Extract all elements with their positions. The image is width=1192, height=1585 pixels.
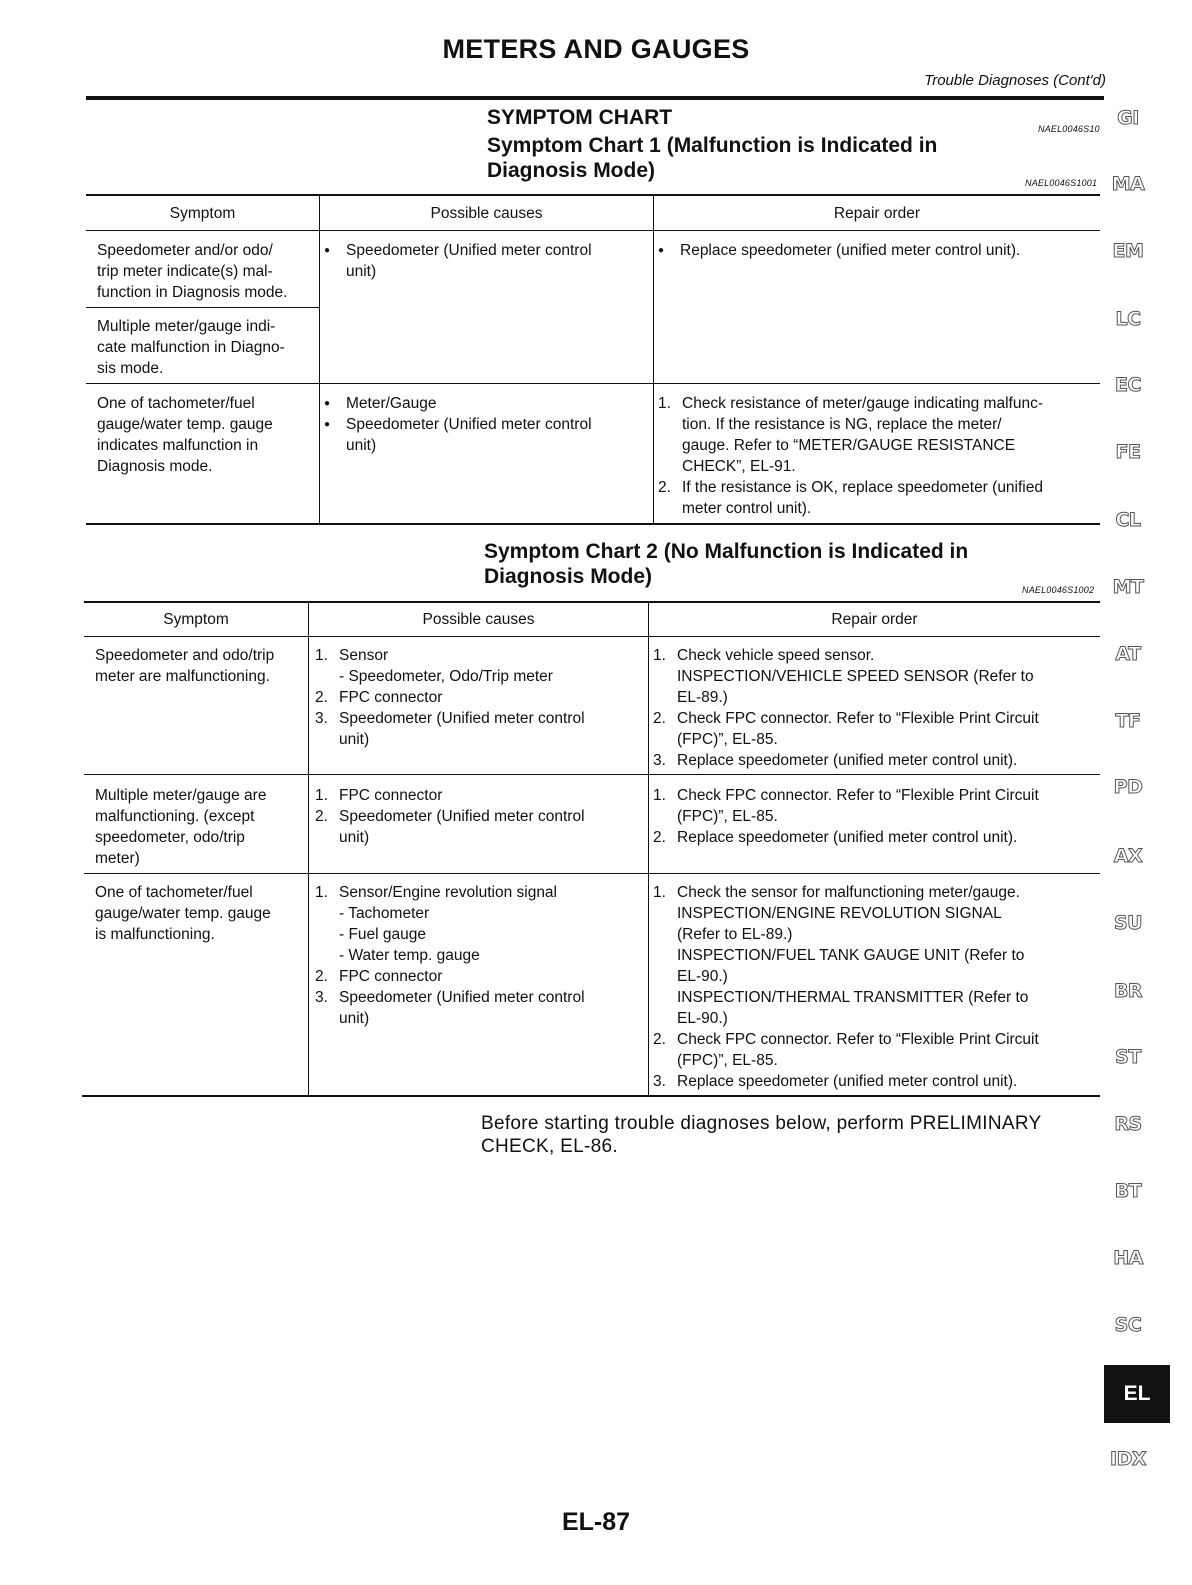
table-row-causes: 1. FPC connector 2. Speedometer (Unified meter control unit) [315,787,585,846]
page-title: METERS AND GAUGES [442,34,750,64]
section-tab-em[interactable]: EM [1112,240,1144,262]
table-row-symptom: Multiple meter/gauge are malfunctioning. (except speedometer, odo/trip meter) [95,787,267,867]
section-tab-su[interactable]: SU [1113,912,1143,934]
chart1-title: Symptom Chart 1 (Malfunction is Indicated in Diagnosis Mode) [487,134,938,182]
section-tab-mt[interactable]: MT [1112,576,1144,598]
section-tab-idx[interactable]: IDX [1110,1448,1146,1470]
table-row-symptom: Multiple meter/gauge indi- cate malfunction in Diagno- sis mode. [97,318,285,377]
section-tab-cl[interactable]: CL [1115,509,1141,531]
column-header-possible-causes: Possible causes [430,205,543,222]
section-tab-br[interactable]: BR [1113,980,1143,1002]
section-tab-gi[interactable]: GI [1117,107,1139,129]
column-header-symptom: Symptom [163,611,229,628]
table-row-repair: 1. Check the sensor for malfunctioning meter/gauge. INSPECTION/ENGINE REVOLUTION SIGNAL (Refer to EL-89.) INSPECTION/FUEL TANK GAUGE UNIT (Refer to EL-90.) INSPECTION/THERMAL TRANSMITTER (Refer to EL-90.) 2. Check FPC connector. Refer to “Flexible Print Circuit (FPC)”, EL-85. 3. Replace speedometer (unified meter control unit). [653,884,1039,1090]
section-tab-at[interactable]: AT [1115,643,1141,665]
column-header-repair-order: Repair order [833,205,921,222]
section-tab-ha[interactable]: HA [1113,1247,1143,1269]
section-tab-st[interactable]: ST [1115,1046,1141,1068]
table-row-causes: ● Speedometer (Unified meter control unit) [322,240,642,282]
section-title: SYMPTOM CHART [487,106,673,129]
header-rule [86,96,1104,100]
section-tab-lc[interactable]: LC [1115,308,1141,330]
table-row-symptom: Speedometer and odo/trip meter are malfunctioning. [95,647,275,685]
table-row-symptom: One of tachometer/fuel gauge/water temp. gauge indicates malfunction in Diagnosis mode. [97,395,273,475]
section-tab-ax[interactable]: AX [1113,845,1143,867]
table-row-causes: 1. Sensor - Speedometer, Odo/Trip meter 2. FPC connector 3. Speedometer (Unified meter control unit) [315,647,585,748]
table-row-symptom: Speedometer and/or odo/ trip meter indicate(s) mal- function in Diagnosis mode. [97,242,288,301]
table-row-causes: 1. Sensor/Engine revolution signal - Tachometer - Fuel gauge - Water temp. gauge 2. FPC connector 3. Speedometer (Unified meter control unit) [315,884,585,1027]
section-code: NAEL0046S10 [1038,124,1100,134]
chart1-code: NAEL0046S1001 [1025,178,1098,188]
chart2-title: Symptom Chart 2 (No Malfunction is Indicated in Diagnosis Mode) [484,540,969,588]
section-tab-el-active[interactable]: EL [1104,1365,1170,1423]
section-tab-rs[interactable]: RS [1114,1113,1142,1135]
section-tab-pd[interactable]: PD [1113,776,1143,798]
preliminary-check-note: Before starting trouble diagnoses below, perform PRELIMINARY CHECK, EL-86. [481,1113,1042,1157]
column-header-symptom: Symptom [169,205,236,222]
column-header-repair-order: Repair order [831,611,918,628]
section-tab-ma[interactable]: MA [1111,173,1145,195]
section-tab-fe[interactable]: FE [1115,441,1141,463]
section-tab-bt[interactable]: BT [1114,1180,1142,1202]
section-tab-sc[interactable]: SC [1114,1314,1142,1336]
table-row-causes: ● Meter/Gauge ● Speedometer (Unified meter control unit) [322,393,642,456]
section-tab-ec[interactable]: EC [1115,374,1141,396]
section-tab-tf[interactable]: TF [1115,710,1141,732]
table-row-symptom: One of tachometer/fuel gauge/water temp. gauge is malfunctioning. [95,884,271,943]
chart2-code: NAEL0046S1002 [1022,585,1095,595]
column-header-possible-causes: Possible causes [422,611,535,628]
table-row-repair: 1. Check resistance of meter/gauge indicating malfunc- tion. If the resistance is NG, replace the meter/ gauge. Refer to “METER/GAUGE RESISTANCE CHECK”, EL-91. 2. If the resistance is OK, replace speedometer (unified meter control unit). [658,395,1043,517]
running-head: Trouble Diagnoses (Cont'd) [924,72,1106,89]
table-row-repair: 1. Check FPC connector. Refer to “Flexible Print Circuit (FPC)”, EL-85. 2. Replace speedometer (unified meter control unit). [653,787,1039,846]
table-row-repair: 1. Check vehicle speed sensor. INSPECTION/VEHICLE SPEED SENSOR (Refer to EL-89.) 2. Check FPC connector. Refer to “Flexible Print Circuit (FPC)”, EL-85. 3. Replace speedometer (unified meter control unit). [653,647,1039,769]
page-number: EL-87 [561,1508,631,1536]
table-row-repair: ● Replace speedometer (unified meter control unit). [656,240,1096,261]
